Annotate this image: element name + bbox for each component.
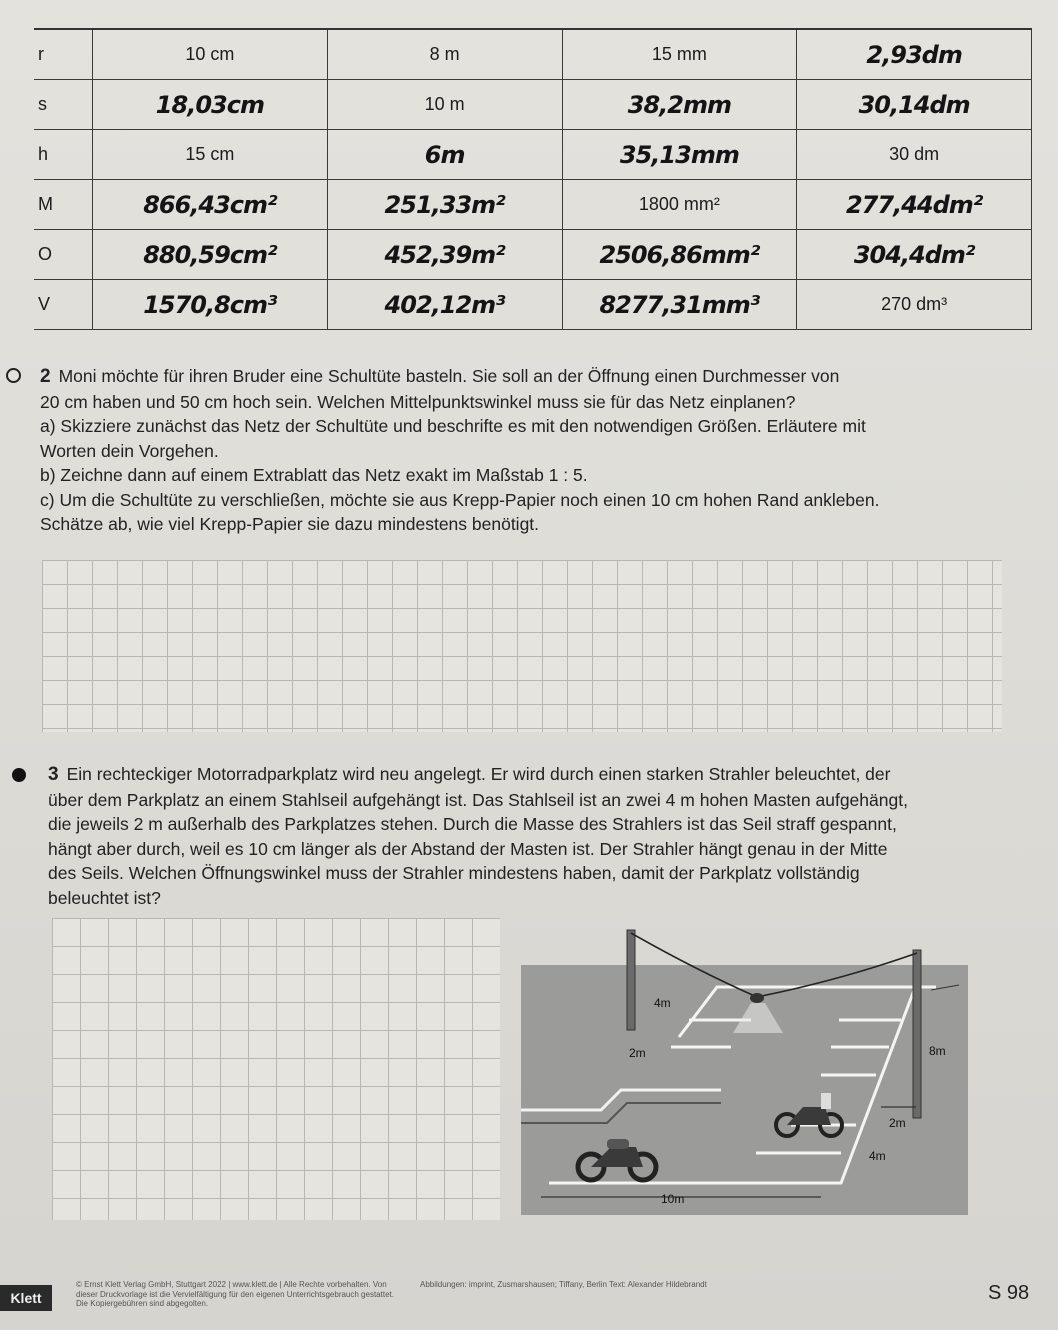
printed-value: 270 dm³	[881, 294, 948, 314]
handwritten-answer-cell	[327, 130, 562, 180]
cone-values-table	[34, 28, 1032, 330]
printed-value: 10 m	[424, 94, 465, 114]
parking-lot-illustration	[521, 925, 968, 1215]
page-number: S 98	[988, 1282, 1030, 1304]
handwritten-answer-cell	[93, 280, 328, 330]
task-number: 3	[48, 764, 59, 785]
handwritten-answer-cell	[562, 80, 797, 130]
given-value-cell	[797, 130, 1032, 180]
task-2	[40, 364, 1040, 537]
task-text: über dem Parkplatz an einem Stahlseil aufgehängt ist. Das Stahlseil ist an zwei 4 m hohen Masten aufgehängt,	[48, 789, 908, 810]
task-text: die jeweils 2 m außerhalb des Parkplatzes stehen. Durch die Masse des Strahlers ist das Seil straff gespannt,	[48, 814, 897, 834]
handwritten-answer-cell	[93, 180, 328, 230]
handwritten-answer-cell	[797, 80, 1032, 130]
handwritten-value: 35,13mm	[619, 140, 739, 169]
subtask-a: a) Skizziere zunächst das Netz der Schultüte und beschrifte es mit den notwendigen Größen. Erläutere mit	[40, 416, 866, 436]
given-value-cell	[562, 180, 797, 230]
row-label: V	[34, 280, 93, 330]
handwritten-answer-cell	[327, 280, 562, 330]
subtask-c: c) Um die Schultüte zu verschließen, möchte sie aus Krepp-Papier noch einen 10 cm hohen Rand ankleben.	[40, 489, 880, 510]
table-row	[34, 180, 1032, 230]
handwritten-value: 452,39m²	[384, 240, 505, 269]
label-4m-right: 4m	[869, 1149, 886, 1163]
printed-value: 8 m	[429, 44, 460, 64]
task-text: Moni möchte für ihren Bruder eine Schultüte basteln. Sie soll an der Öffnung einen Durchmesser von	[58, 366, 840, 386]
row-label: r	[34, 29, 93, 80]
printed-value: 15 mm	[651, 44, 707, 64]
given-value-cell	[562, 29, 797, 80]
handwritten-answer-cell	[797, 180, 1032, 230]
table-row	[34, 80, 1032, 130]
task-text: beleuchtet ist?	[48, 887, 161, 908]
printed-value: 15 cm	[185, 144, 235, 164]
copyright-note: © Ernst Klett Verlag GmbH, Stuttgart 2022 | www.klett.de | Alle Rechte vorbehalten. Von dieser Druckvorlage ist die Vervielfältigung für den eigenen Unterrichtsgebrauch gestattet. Die Kopiergebühren sind abgegolten.	[76, 1280, 394, 1308]
row-label: s	[34, 80, 93, 130]
handwritten-value: 18,03cm	[155, 90, 264, 119]
handwritten-value: 8277,31mm³	[599, 290, 760, 319]
task-text: des Seils. Welchen Öffnungswinkel muss der Strahler mindestens haben, damit der Parkplatz vollständig	[48, 863, 860, 883]
table-row	[34, 230, 1032, 280]
table-row	[34, 130, 1032, 180]
given-value-cell	[797, 280, 1032, 330]
mast-left	[627, 930, 635, 1030]
task-3	[48, 762, 1048, 910]
task-text: 20 cm haben und 50 cm hoch sein. Welchen Mittelpunktswinkel muss sie für das Netz einplanen?	[40, 391, 796, 412]
subtask-c-cont: Schätze ab, wie viel Krepp-Papier sie dazu mindestens benötigt.	[40, 514, 540, 534]
printed-value: 30 dm	[889, 144, 940, 164]
mast-right	[913, 950, 921, 1118]
label-8m: 8m	[929, 1044, 946, 1058]
difficulty-open-bullet-icon	[6, 368, 21, 383]
handwritten-value: 2,93dm	[866, 40, 962, 69]
given-value-cell	[93, 130, 328, 180]
label-10m: 10m	[661, 1192, 685, 1206]
handwritten-value: 251,33m²	[384, 190, 505, 219]
printed-value: 1800 mm²	[638, 194, 720, 214]
publisher-logo: Klett	[0, 1285, 52, 1311]
task-text: Ein rechteckiger Motorradparkplatz wird neu angelegt. Er wird durch einen starken Strahler beleuchtet, der	[66, 764, 891, 784]
row-label: h	[34, 130, 93, 180]
handwritten-answer-cell	[562, 230, 797, 280]
task-text: hängt aber durch, weil es 10 cm länger als der Abstand der Masten ist. Der Strahler hängt genau in der Mitte	[48, 838, 888, 859]
table-row	[34, 280, 1032, 330]
given-value-cell	[93, 29, 328, 80]
label-2m-right: 2m	[889, 1116, 906, 1130]
given-value-cell	[327, 29, 562, 80]
handwritten-answer-cell	[327, 180, 562, 230]
handwritten-answer-cell	[93, 80, 328, 130]
grid-workspace-task2	[42, 560, 1002, 732]
given-value-cell	[327, 80, 562, 130]
handwritten-value: 277,44dm²	[845, 190, 983, 219]
label-4m-top: 4m	[654, 996, 671, 1010]
handwritten-answer-cell	[797, 29, 1032, 80]
handwritten-answer-cell	[327, 230, 562, 280]
handwritten-value: 2506,86mm²	[599, 240, 760, 269]
handwritten-answer-cell	[562, 130, 797, 180]
subtask-a-cont: Worten dein Vorgehen.	[40, 440, 219, 461]
image-credits: Abbildungen: imprint, Zusmarshausen; Tiffany, Berlin Text: Alexander Hildebrandt	[420, 1280, 707, 1289]
table-row	[34, 29, 1032, 80]
task-number: 2	[40, 366, 51, 387]
handwritten-value: 402,12m³	[384, 290, 505, 319]
printed-value: 10 cm	[185, 44, 235, 64]
label-2m-left: 2m	[629, 1046, 646, 1060]
handwritten-answer-cell	[93, 230, 328, 280]
handwritten-value: 38,2mm	[627, 90, 731, 119]
handwritten-value: 30,14dm	[858, 90, 970, 119]
row-label: M	[34, 180, 93, 230]
handwritten-value: 1570,8cm³	[143, 290, 277, 319]
difficulty-filled-bullet-icon	[12, 768, 26, 782]
handwritten-value: 304,4dm²	[853, 240, 975, 269]
handwritten-value: 866,43cm²	[143, 190, 277, 219]
subtask-b: b) Zeichne dann auf einem Extrablatt das Netz exakt im Maßstab 1 : 5.	[40, 465, 588, 485]
handwritten-value: 880,59cm²	[143, 240, 277, 269]
row-label: O	[34, 230, 93, 280]
handwritten-value: 6m	[424, 140, 465, 169]
grid-workspace-task3	[52, 918, 500, 1220]
handwritten-answer-cell	[562, 280, 797, 330]
handwritten-answer-cell	[797, 230, 1032, 280]
